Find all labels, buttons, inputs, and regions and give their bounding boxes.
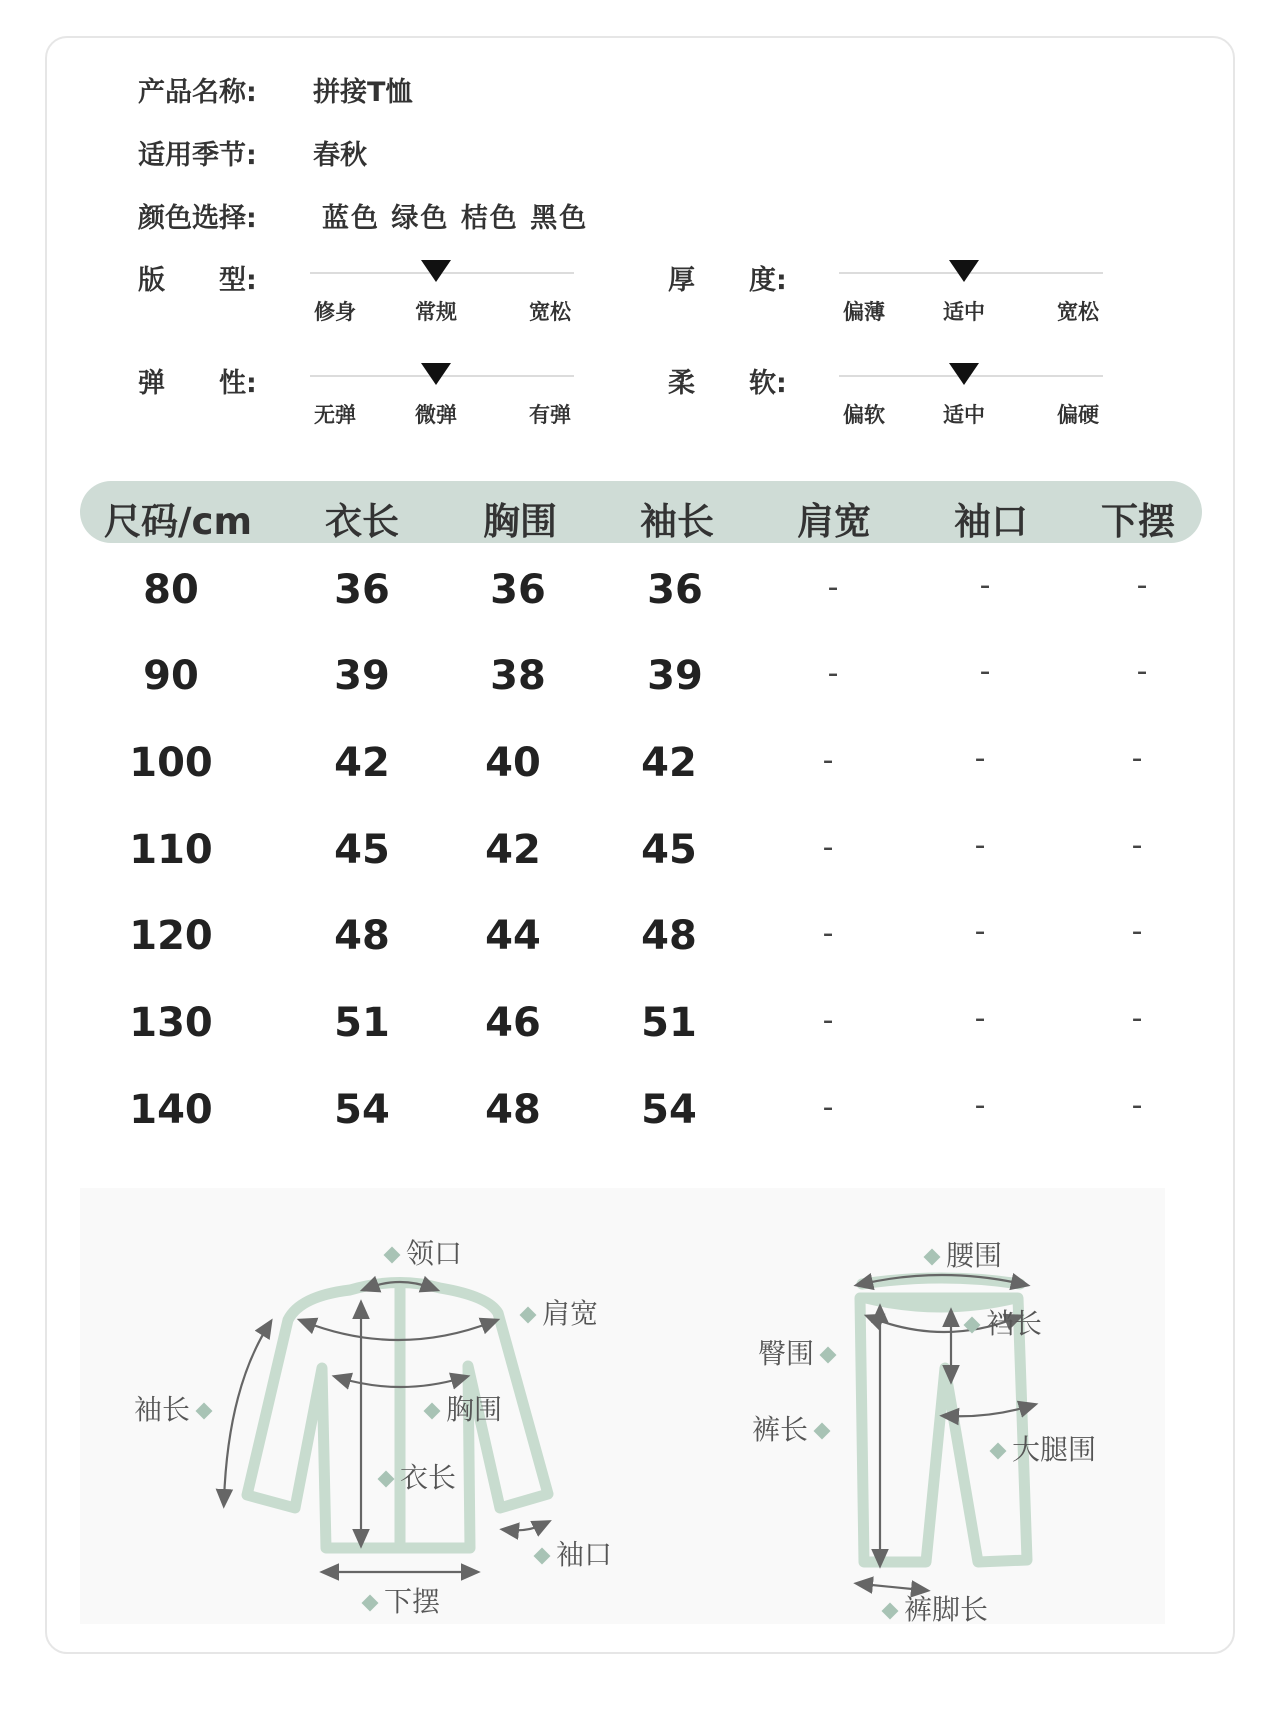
elasticity-option-2: 微弹 <box>415 403 457 427</box>
table-cell: 36 <box>334 567 390 613</box>
table-cell: 45 <box>334 827 390 873</box>
waist-text: 腰围 <box>946 1239 1003 1272</box>
thigh-label <box>984 1428 1096 1468</box>
table-cell: - <box>1136 568 1148 603</box>
cuff-label <box>528 1533 612 1573</box>
table-cell: 38 <box>490 653 546 699</box>
table-cell: 36 <box>647 567 703 613</box>
header-size: 尺码/cm <box>104 500 252 543</box>
rise-label <box>958 1302 1042 1342</box>
table-cell: 140 <box>129 1087 213 1133</box>
table-cell: - <box>822 916 834 951</box>
table-cell: 42 <box>334 740 390 786</box>
fit-option-3: 宽松 <box>529 300 571 324</box>
leg-opening-label <box>876 1588 988 1628</box>
diamond-icon <box>378 1471 395 1488</box>
table-cell: 90 <box>143 653 199 699</box>
table-cell: - <box>974 741 986 776</box>
product-name-value: 拼接T恤 <box>313 77 413 108</box>
table-cell: 39 <box>334 653 390 699</box>
diamond-icon <box>424 1403 441 1420</box>
table-cell: 42 <box>485 827 541 873</box>
table-cell: - <box>974 1001 986 1036</box>
table-cell: 48 <box>334 913 390 959</box>
chest-text: 胸围 <box>446 1393 503 1426</box>
fit-label: 版 型: <box>138 265 257 296</box>
diamond-icon <box>384 1247 401 1264</box>
table-cell: - <box>1131 828 1143 863</box>
length-label <box>372 1456 456 1496</box>
fit-option-1: 修身 <box>314 300 356 324</box>
shoulder-text: 肩宽 <box>542 1297 599 1330</box>
pants-length-label <box>752 1408 836 1448</box>
table-cell: - <box>822 743 834 778</box>
table-cell: 42 <box>641 740 697 786</box>
diamond-icon <box>814 1423 831 1440</box>
table-cell: 110 <box>129 827 213 873</box>
sleeve-label <box>134 1388 218 1428</box>
elasticity-label: 弹 性: <box>138 368 257 399</box>
shoulder-label <box>514 1292 598 1332</box>
softness-label: 柔 软: <box>668 368 787 399</box>
hem-text: 下摆 <box>384 1585 441 1618</box>
table-cell: 51 <box>334 1000 390 1046</box>
rise-text: 裆长 <box>986 1307 1043 1340</box>
thigh-text: 大腿围 <box>1012 1433 1097 1466</box>
table-cell: 100 <box>129 740 213 786</box>
table-cell: - <box>822 830 834 865</box>
header-hem: 下摆 <box>1101 500 1175 543</box>
header-length: 衣长 <box>325 500 399 543</box>
hem-label <box>356 1580 440 1620</box>
pants-length-text: 裤长 <box>752 1413 809 1446</box>
product-name-label: 产品名称: <box>138 77 257 108</box>
thickness-option-1: 偏薄 <box>843 300 885 324</box>
table-cell: 54 <box>334 1087 390 1133</box>
table-cell: 120 <box>129 913 213 959</box>
color-label: 颜色选择: <box>138 203 257 234</box>
table-cell: 48 <box>641 913 697 959</box>
diamond-icon <box>534 1548 551 1565</box>
diamond-icon <box>882 1603 899 1620</box>
table-cell: - <box>822 1003 834 1038</box>
elasticity-option-3: 有弹 <box>529 403 571 427</box>
table-cell: 46 <box>485 1000 541 1046</box>
header-shoulder: 肩宽 <box>797 500 871 543</box>
hip-text: 臀围 <box>758 1337 815 1370</box>
softness-option-3: 偏硬 <box>1057 403 1099 427</box>
softness-option-1: 偏软 <box>843 403 885 427</box>
table-cell: - <box>979 568 991 603</box>
softness-option-2: 适中 <box>943 403 985 427</box>
table-cell: - <box>1131 1001 1143 1036</box>
diamond-icon <box>520 1307 537 1324</box>
table-cell: 36 <box>490 567 546 613</box>
table-cell: 45 <box>641 827 697 873</box>
table-cell: 80 <box>143 567 199 613</box>
table-cell: 39 <box>647 653 703 699</box>
thickness-option-2: 适中 <box>943 300 985 324</box>
table-cell: 51 <box>641 1000 697 1046</box>
table-cell: - <box>827 570 839 605</box>
color-value: 蓝色 绿色 桔色 黑色 <box>322 203 589 234</box>
header-sleeve: 袖长 <box>640 500 714 543</box>
waist-label <box>918 1234 1002 1274</box>
table-cell: - <box>974 914 986 949</box>
season-value: 春秋 <box>313 140 367 171</box>
table-cell: - <box>1131 1088 1143 1123</box>
table-cell: 44 <box>485 913 541 959</box>
table-cell: - <box>1136 654 1148 689</box>
table-cell: - <box>827 656 839 691</box>
leg-opening-text: 裤脚长 <box>904 1593 989 1626</box>
header-cuff: 袖口 <box>954 500 1028 543</box>
chest-label <box>418 1388 502 1428</box>
thickness-option-3: 宽松 <box>1057 300 1099 324</box>
header-chest: 胸围 <box>483 500 557 543</box>
table-cell: - <box>1131 914 1143 949</box>
table-cell: - <box>1131 741 1143 776</box>
diamond-icon <box>362 1595 379 1612</box>
top-garment-icon <box>247 1282 548 1548</box>
hip-label <box>758 1332 842 1372</box>
cuff-text: 袖口 <box>556 1538 613 1571</box>
table-cell: - <box>979 654 991 689</box>
collar-text: 领口 <box>406 1237 463 1270</box>
table-cell: 130 <box>129 1000 213 1046</box>
table-cell: - <box>974 828 986 863</box>
sleeve-text: 袖长 <box>134 1393 191 1426</box>
table-cell: 48 <box>485 1087 541 1133</box>
diamond-icon <box>924 1249 941 1266</box>
diamond-icon <box>990 1443 1007 1460</box>
table-cell: 54 <box>641 1087 697 1133</box>
collar-label <box>378 1232 462 1272</box>
table-cell: - <box>822 1090 834 1125</box>
table-cell: 40 <box>485 740 541 786</box>
thickness-label: 厚 度: <box>668 265 787 296</box>
length-text: 衣长 <box>400 1461 457 1494</box>
diamond-icon <box>820 1347 837 1364</box>
diamond-icon <box>196 1403 213 1420</box>
diamond-icon <box>964 1317 981 1334</box>
season-label: 适用季节: <box>138 140 257 171</box>
fit-option-2: 常规 <box>415 300 457 324</box>
elasticity-option-1: 无弹 <box>314 403 356 427</box>
table-cell: - <box>974 1088 986 1123</box>
